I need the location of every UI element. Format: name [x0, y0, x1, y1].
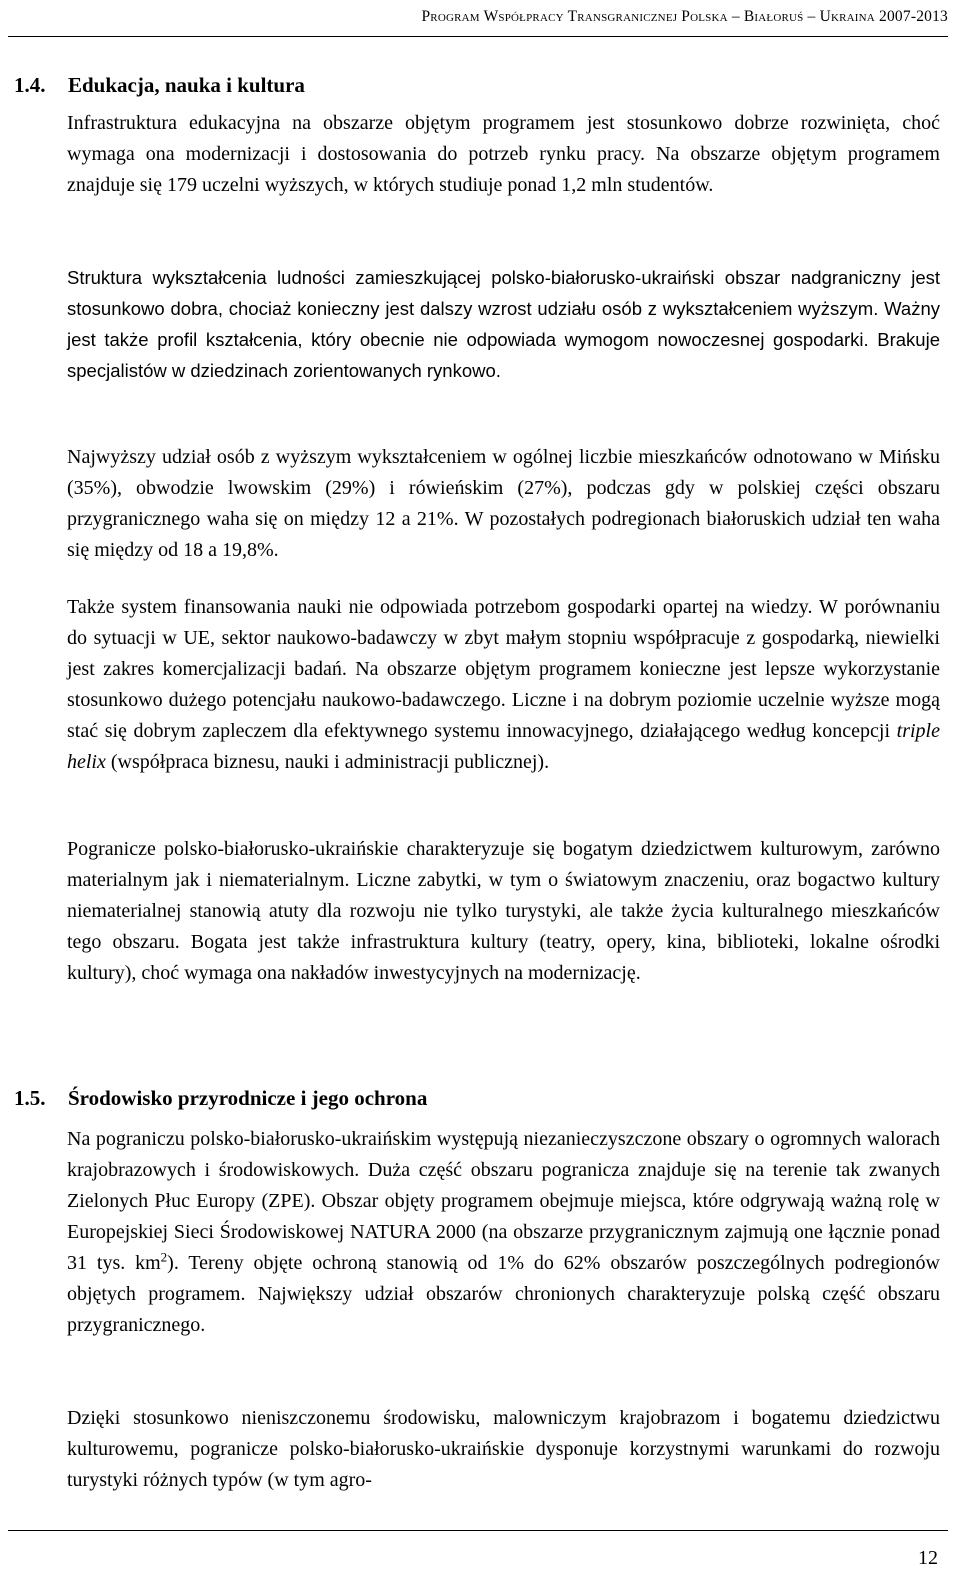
section-title: Środowisko przyrodnicze i jego ochrona [68, 1086, 428, 1110]
paragraph-text: (współpraca biznesu, nauki i administracji publicznej). [105, 751, 550, 773]
paragraph-text: Także system finansowania nauki nie odpowiada potrzebom gospodarki opartej na wiedzy. W porównaniu do sytuacji w UE, sektor naukowo-badawczy w zbyt małym stopniu współpracuje z gospodarką, niewielki jest zakres komercjalizacji badań. Na obszarze objętym programem konieczne jest lepsze wykorzystanie stosunkowo dużego potencjału naukowo-badawczego. Liczne i na dobrym poziomie uczelnie wyższe mogą stać się dobrym zapleczem dla efektywnego systemu innowacyjnego, działającego według koncepcji [67, 596, 940, 742]
section-heading-education [14, 73, 305, 98]
header-divider [8, 36, 948, 37]
paragraph-science-funding [67, 592, 940, 778]
running-header-title: Program Współpracy Transgranicznej Polska – Białoruś – Ukraina 2007-2013 [421, 8, 948, 25]
superscript: 2 [160, 1249, 168, 1265]
paragraph-cultural-heritage: Pogranicze polsko-białorusko-ukraińskie charakteryzuje się bogatym dziedzictwem kulturowym, zarówno materialnym jak i niematerialnym. Liczne zabytki, w tym o światowym znaczeniu, oraz bogactwo kultury niematerialnej stanowią atuty dla rozwoju nie tylko turystyki, ale także życia kulturalnego mieszkańców tego obszaru. Bogata jest także infrastruktura kultury (teatry, opery, kina, biblioteki, lokalne ośrodki kultury), choć wymaga ona nakładów inwestycyjnych na modernizację. [67, 838, 940, 984]
section-title: Edukacja, nauka i kultura [68, 73, 305, 97]
paragraph-higher-education-share: Najwyższy udział osób z wyższym wykształceniem w ogólnej liczbie mieszkańców odnotowano w Mińsku (35%), obwodzie lwowskim (29%) i rówieńskim (27%), podczas gdy w polskiej części obszaru przygranicznego waha się on między 12 a 21%. W pozostałych podregionach białoruskich udział ten waha się między od 18 a 19,8%. [67, 446, 940, 561]
section-number: 1.5. [14, 1086, 46, 1110]
paragraph-tourism: Dzięki stosunkowo nieniszczonemu środowisku, malowniczym krajobrazom i bogatemu dziedzictwu kulturowemu, pogranicze polsko-białorusko-ukraińskie dysponuje korzystnymi warunkami do rozwoju turystyki różnych typów (w tym agro- [67, 1407, 940, 1491]
paragraph-infrastructure: Infrastruktura edukacyjna na obszarze objętym programem jest stosunkowo dobrze rozwinięta, choć wymaga ona modernizacji i dostosowania do potrzeb rynku pracy. Na obszarze objętym programem znajduje się 179 uczelni wyższych, w których studiuje ponad 1,2 mln studentów. [67, 112, 940, 196]
section-number: 1.4. [14, 73, 46, 97]
paragraph-education-structure: Struktura wykształcenia ludności zamieszkującej polsko-białorusko-ukraiński obszar nadgraniczny jest stosunkowo dobra, chociaż konieczny jest dalszy wzrost udziału osób z wykształceniem wyższym. Ważny jest także profil kształcenia, który obecnie nie odpowiada wymogom nowoczesnej gospodarki. Brakuje specjalistów w dziedzinach zorientowanych rynkowo. [67, 267, 940, 381]
page-number: 12 [918, 1547, 938, 1569]
paragraph-text: ). Tereny objęte ochroną stanowią od 1% do 62% obszarów poszczególnych podregionów objętych programem. Największy udział obszarów chronionych charakteryzuje polską część obszaru przygranicznego. [67, 1252, 940, 1336]
paragraph-text: Na pograniczu polsko-białorusko-ukraińskim występują niezanieczyszczone obszary o ogromnych walorach krajobrazowych i środowiskowych. Duża część obszaru pogranicza znajduje się na terenie tak zwanych Zielonych Płuc Europy (ZPE). Obszar objęty programem obejmuje miejsca, które odgrywają ważną rolę w Europejskiej Sieci Środowiskowej NATURA 2000 (na obszarze przygranicznym zajmują one łącznie ponad 31 tys. km [67, 1128, 940, 1274]
page-header [0, 0, 960, 36]
emphasis-term: triple helix [67, 720, 940, 773]
paragraph-natural-areas [67, 1124, 940, 1341]
footer-divider [8, 1530, 948, 1531]
section-heading-environment [14, 1086, 427, 1111]
